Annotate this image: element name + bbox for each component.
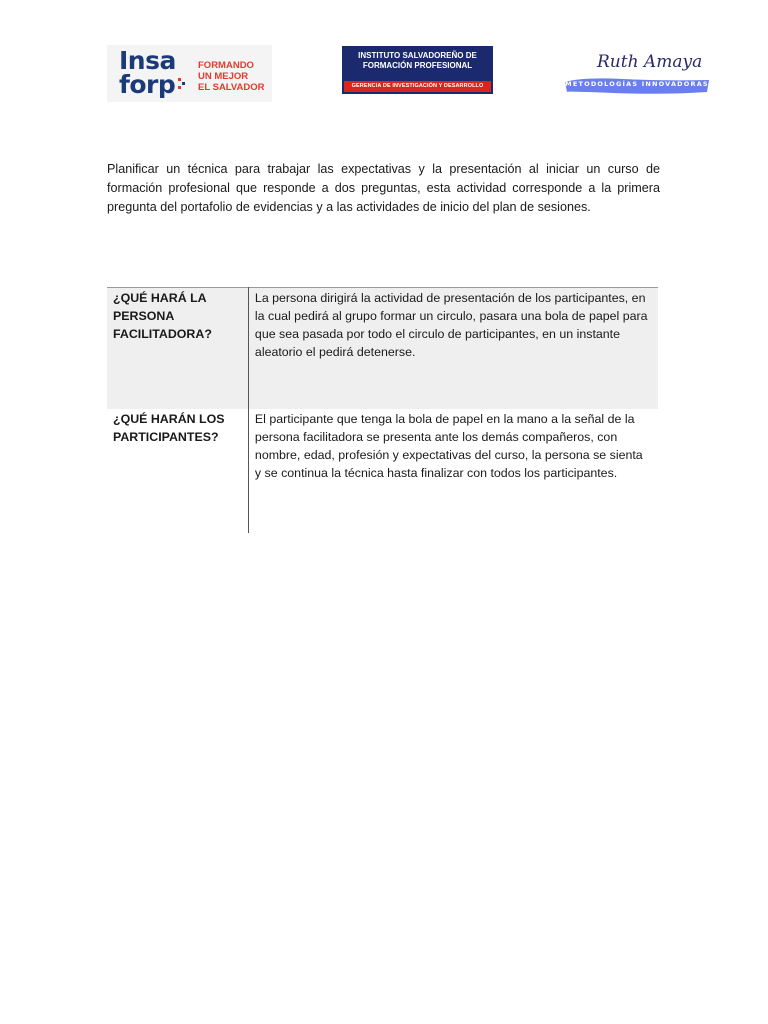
ruth-signature: Ruth Amaya (597, 52, 703, 72)
insaforp-tagline-line: FORMANDO (198, 60, 254, 71)
table-row (107, 409, 658, 533)
ruth-amaya-logo (555, 50, 713, 105)
answer-cell: La persona dirigirá la actividad de presentación de los participantes, en la cual pedirá al grupo formar un circulo, pasara una bola de papel para que sea pasada por todo el circulo de participantes, en un instante aleatorio el pedirá detenerse. (248, 288, 658, 410)
insaforp-logo (107, 45, 272, 102)
insaforp-word-line2: forp (119, 70, 176, 99)
instituto-logo (342, 46, 493, 94)
instituto-title-line: INSTITUTO SALVADOREÑO DE (358, 51, 477, 60)
plan-table (107, 287, 658, 533)
instituto-title (342, 51, 493, 71)
table-row (107, 288, 658, 410)
insaforp-tagline-line: UN MEJOR (198, 71, 249, 82)
question-cell: ¿QUÉ HARÁN LOS PARTICIPANTES? (107, 409, 248, 533)
insaforp-word-line1: Insa (119, 46, 176, 75)
insaforp-wordmark (119, 46, 176, 99)
insaforp-dots-icon (178, 77, 188, 91)
answer-cell: El participante que tenga la bola de papel en la mano a la señal de la persona facilitadora se presenta ante los demás compañeros, con nombre, edad, profesión y expectativas del curso, la persona se sienta y se continua la técnica hasta finalizar con todos los participantes. (248, 409, 658, 533)
instituto-title-line: FORMACIÓN PROFESIONAL (362, 61, 473, 70)
instituto-subtitle: GERENCIA DE INVESTIGACIÓN Y DESARROLLO (344, 81, 491, 92)
intro-paragraph: Planificar un técnica para trabajar las expectativas y la presentación al iniciar un curso de formación profesional que responde a dos preguntas, esta actividad corresponde a la primera pregunta del portafolio de evidencias y a las actividades de inicio del plan de sesiones. (107, 162, 660, 214)
insaforp-tagline (198, 60, 265, 93)
ruth-banner-text: METODOLOGÍAS INNOVADORAS (565, 80, 709, 88)
question-cell: ¿QUÉ HARÁ LA PERSONA FACILITADORA? (107, 288, 248, 410)
insaforp-tagline-line: EL SALVADOR (198, 82, 265, 93)
